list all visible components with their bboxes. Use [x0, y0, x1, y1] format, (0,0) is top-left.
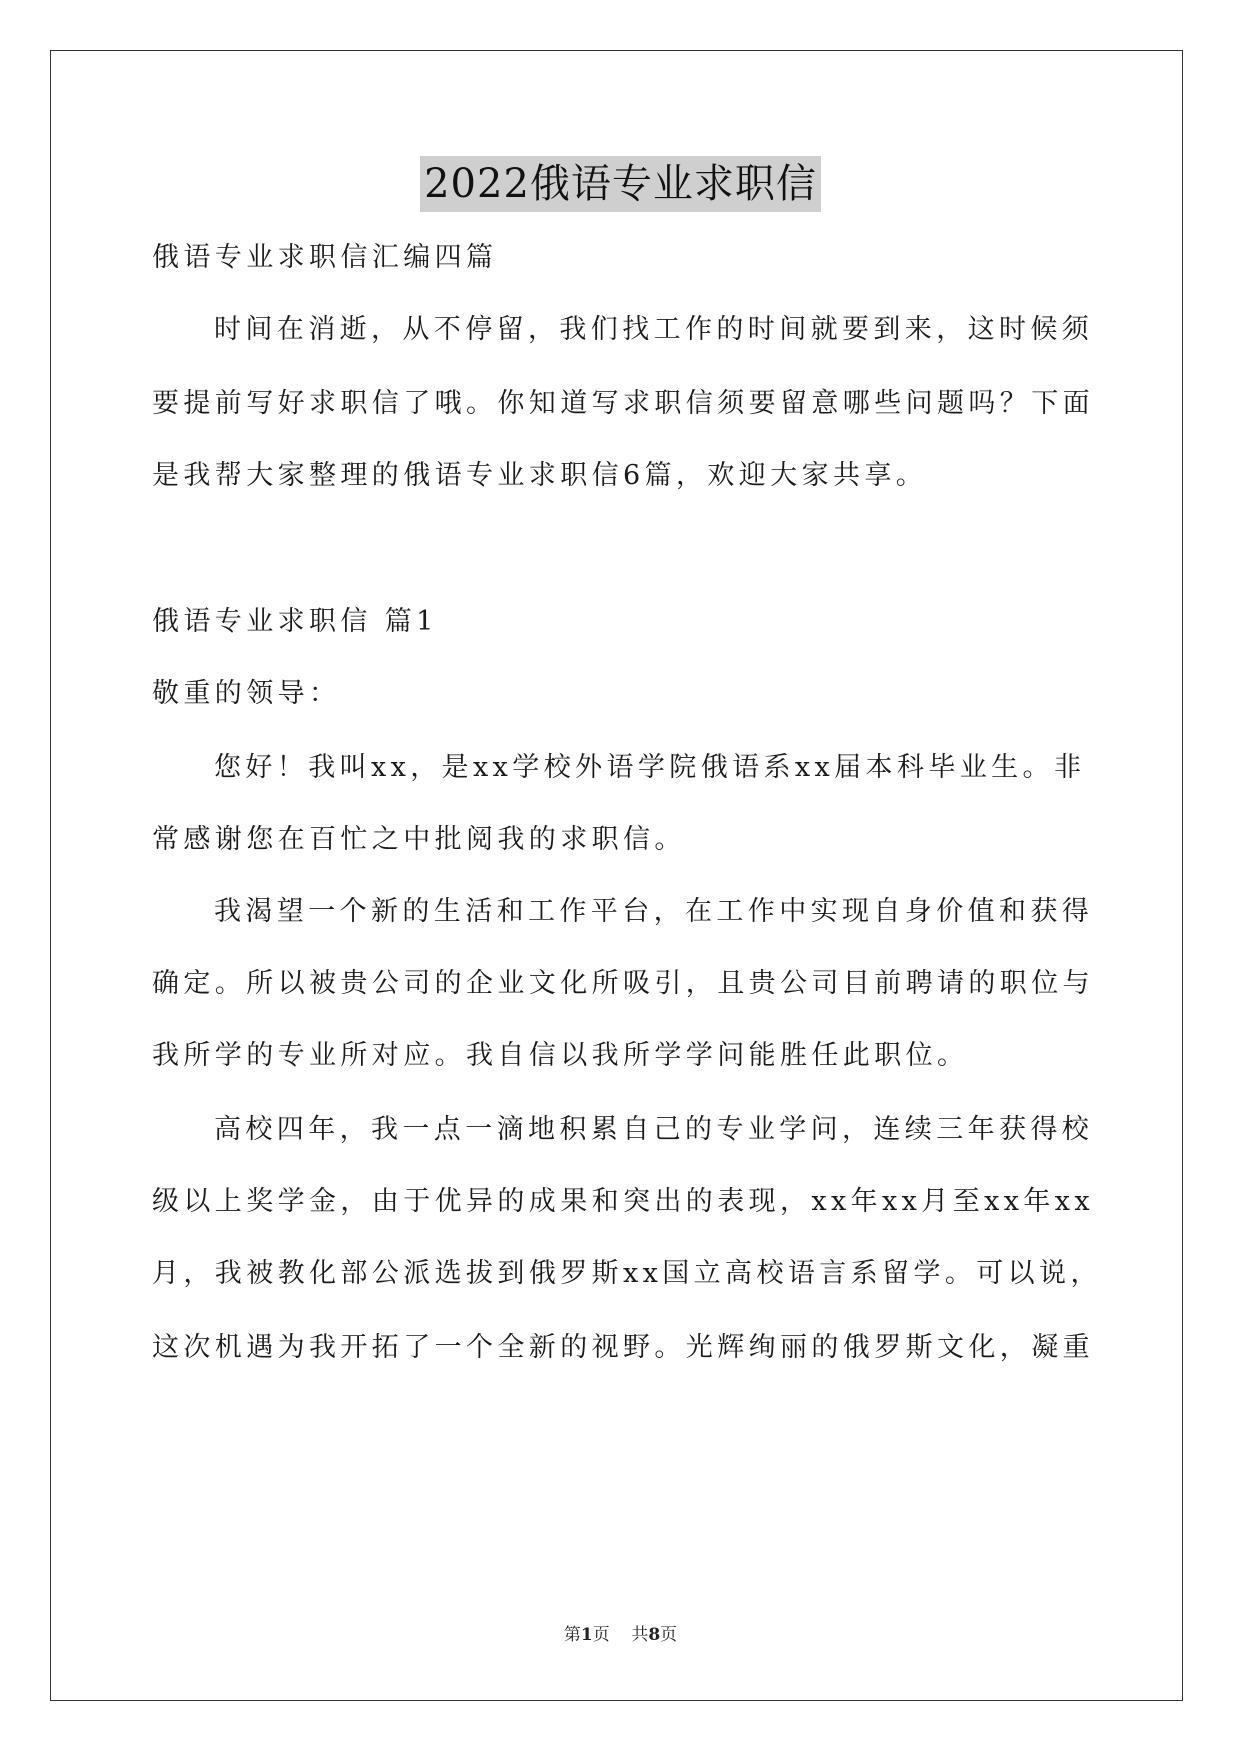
footer-page-number: 1	[580, 1625, 593, 1645]
subtitle-line: 俄语专业求职信汇编四篇	[152, 242, 498, 273]
body-line: 时间在消逝，从不停留，我们找工作的时间就要到来，这时候须	[214, 314, 1094, 345]
body-line: 常感谢您在百忙之中批阅我的求职信。	[152, 824, 686, 855]
footer-total-prefix: 共	[631, 1625, 649, 1645]
document-title: 2022俄语专业求职信	[420, 156, 821, 212]
page-border	[50, 50, 1183, 1701]
body-line: 确定。所以被贵公司的企业文化所吸引，且贵公司目前聘请的职位与	[152, 968, 1094, 999]
body-line: 是我帮大家整理的俄语专业求职信6篇，欢迎大家共享。	[152, 460, 928, 491]
footer-page-suffix: 页	[592, 1625, 610, 1645]
body-line: 我渴望一个新的生活和工作平台，在工作中实现自身价值和获得	[214, 896, 1094, 927]
footer-page-prefix: 第	[563, 1625, 581, 1645]
salutation: 敬重的领导：	[152, 678, 341, 709]
body-line: 要提前写好求职信了哦。你知道写求职信须要留意哪些问题吗？下面	[152, 388, 1094, 419]
page-footer	[0, 1620, 1241, 1645]
section-heading: 俄语专业求职信 篇1	[152, 606, 438, 637]
footer-total-suffix: 页	[660, 1625, 678, 1645]
body-line: 您好！我叫xx，是xx学校外语学院俄语系xx届本科毕业生。非	[214, 752, 1086, 783]
body-line: 我所学的专业所对应。我自信以我所学学问能胜任此职位。	[152, 1040, 969, 1071]
body-line: 高校四年，我一点一滴地积累自己的专业学问，连续三年获得校	[214, 1114, 1094, 1145]
body-line: 月，我被教化部公派选拔到俄罗斯xx国立高校语言系留学。可以说，	[152, 1258, 1102, 1289]
footer-total-pages: 8	[648, 1625, 661, 1645]
title-wrap	[0, 156, 1241, 212]
body-line: 级以上奖学金，由于优异的成果和突出的表现，xx年xx月至xx年xx	[152, 1186, 1095, 1217]
body-line: 这次机遇为我开拓了一个全新的视野。光辉绚丽的俄罗斯文化，凝重	[152, 1332, 1094, 1363]
